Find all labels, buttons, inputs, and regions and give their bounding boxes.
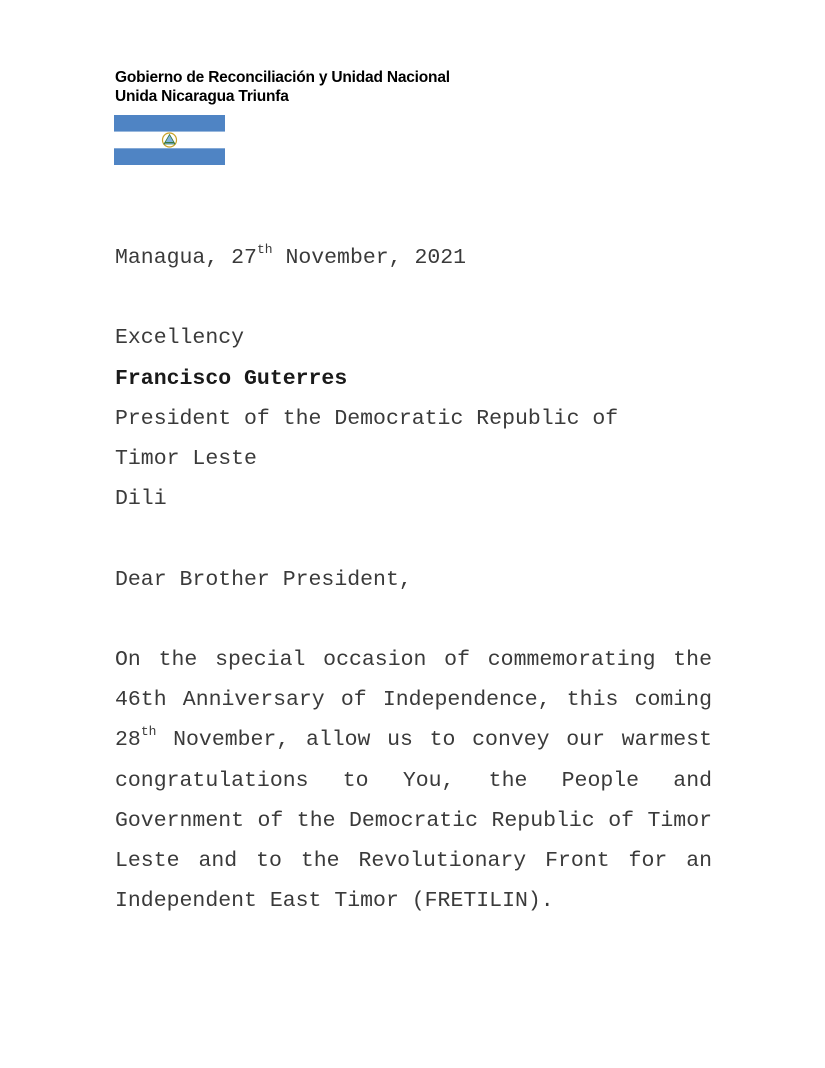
recipient-role-line2: Timor Leste [115,447,257,471]
recipient-name: Francisco Guterres [115,366,348,391]
recipient-city: Dili [115,487,167,512]
letterhead-slogan: Unida Nicaragua Triunfa [115,88,289,105]
place-and-date: Managua, 27th November, 2021 [115,241,467,270]
greeting: Dear Brother President, [115,567,412,592]
nicaragua-flag-icon [114,115,225,165]
salutation-title: Excellency [115,326,245,351]
body-paragraph: On the special occasion of commemorating the 46th Anniversary of Independence, this coming 28th November, allow us to convey our warmest congratulations to You, the People and Government of the Democratic Republic of Timor Leste and to the Revolutionary Front for an Independent East Timor (FRETILIN). [115,647,712,914]
letterhead-government-name: Gobierno de Reconciliación y Unidad Nacional [115,69,450,86]
recipient-role-line1: President of the Democratic Republic of [115,406,619,431]
letterhead [115,68,450,106]
letter-body [115,238,712,921]
